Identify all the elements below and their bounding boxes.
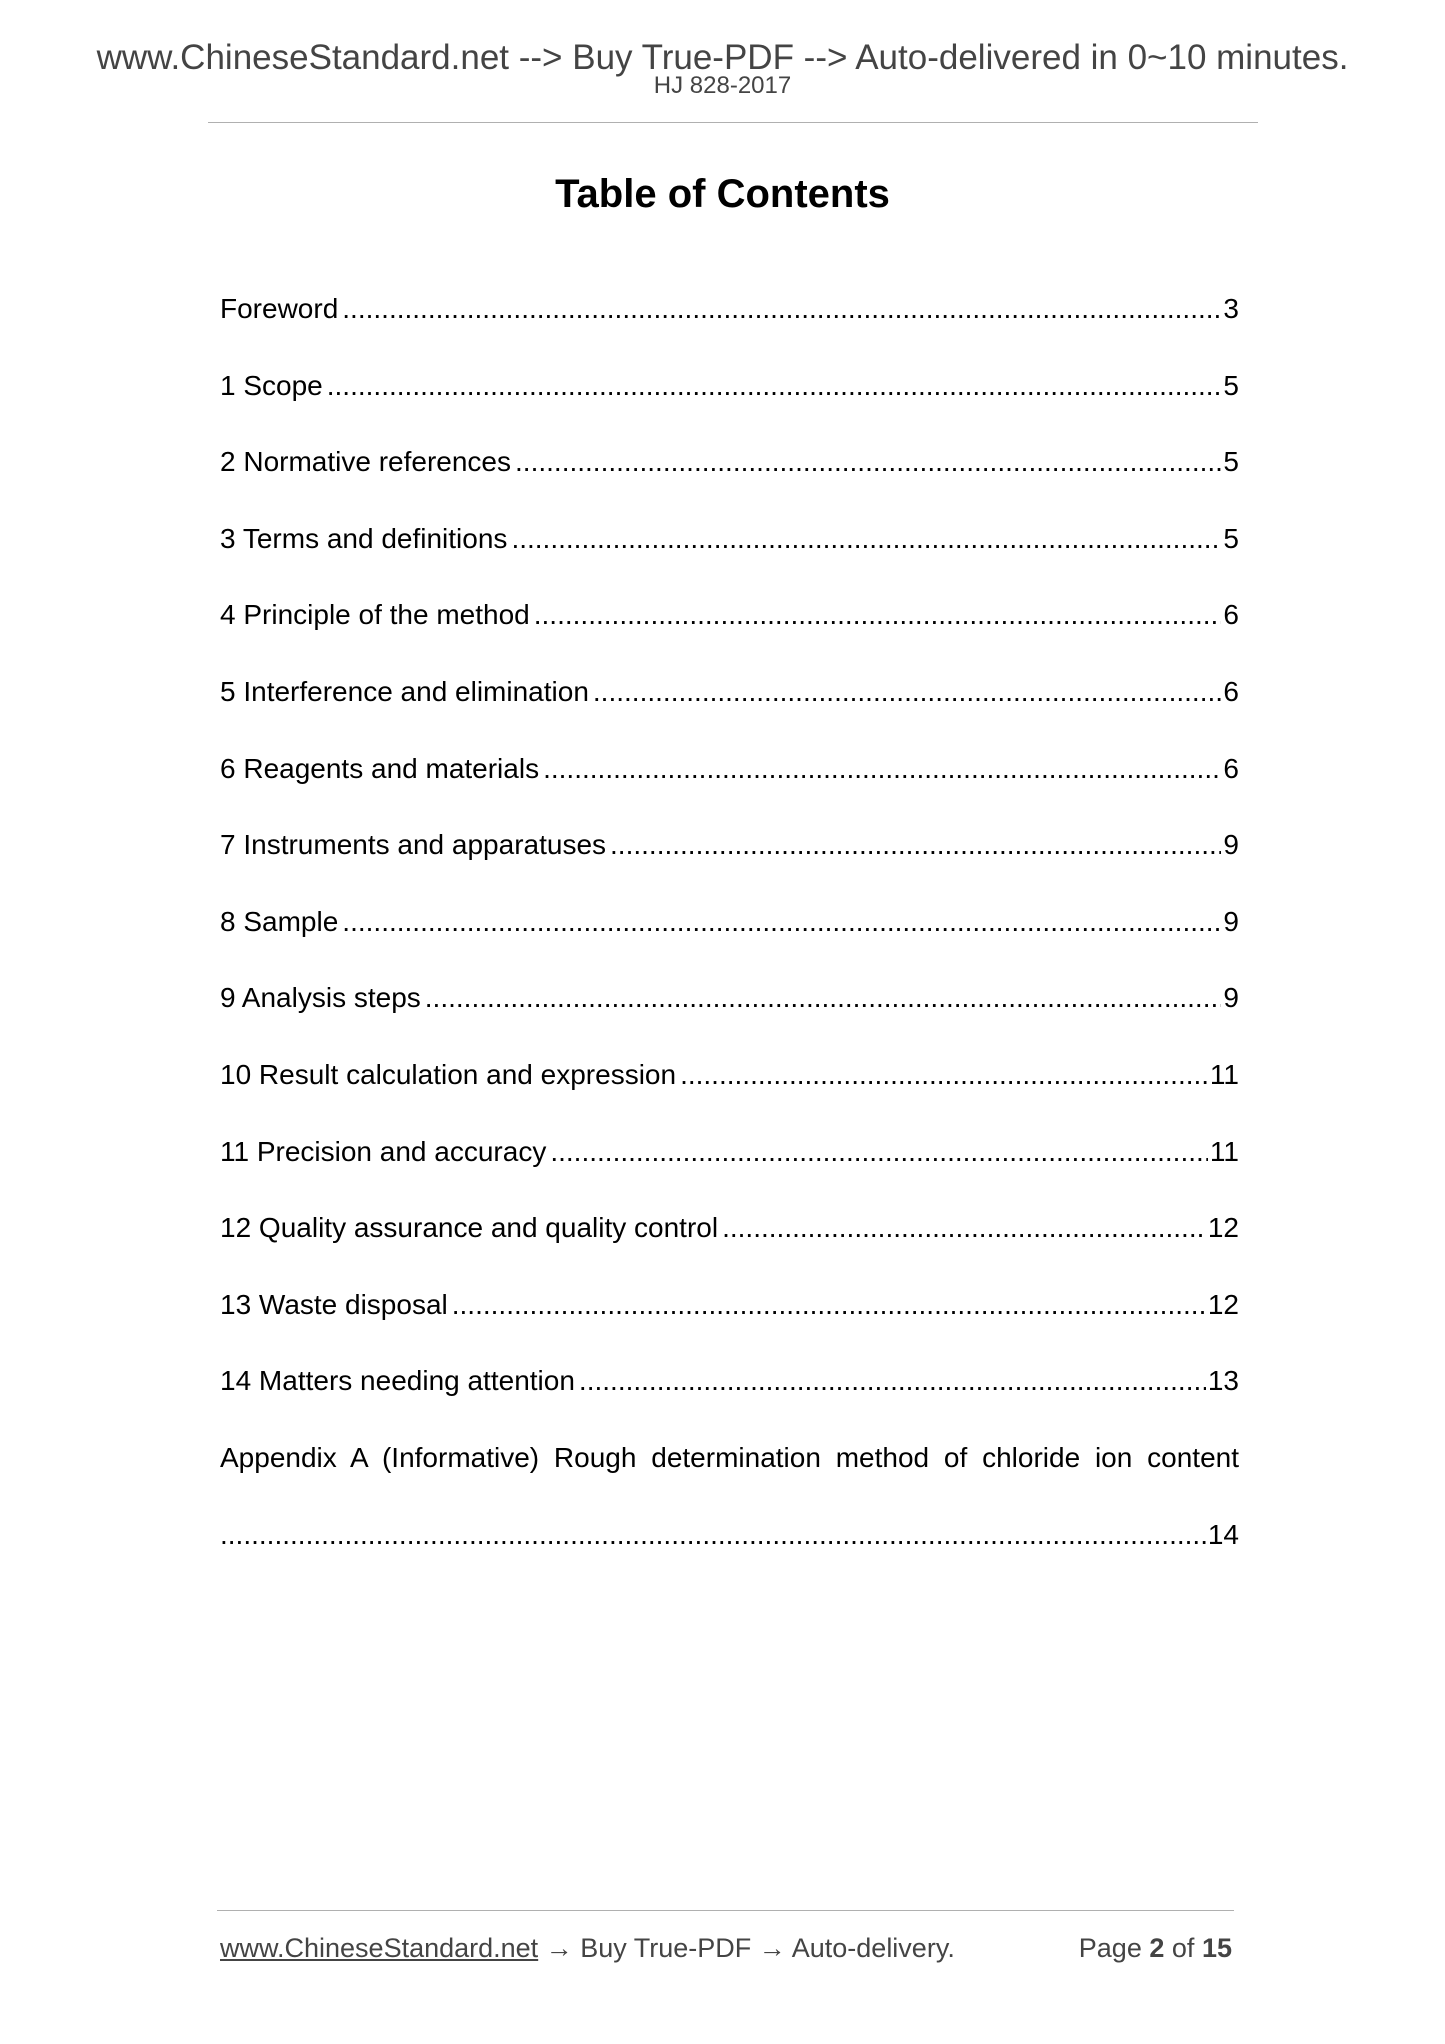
toc-dot-leader [425,978,1222,1018]
toc-page-number: 3 [1223,293,1239,324]
toc-entry-principle-of-method[interactable] [220,595,1239,672]
toc-page-number: 14 [1207,1518,1239,1550]
toc-dot-leader [452,1285,1206,1325]
page-indicator [1079,1930,1232,1966]
toc-dot-leader [342,902,1221,942]
toc-entry-label: 2 Normative references [220,446,512,478]
toc-entry-interference-and-elimination[interactable] [220,672,1239,749]
footer-promo-text: → Buy True-PDF → Auto-delivery. [538,1933,955,1963]
toc-dot-leader [593,672,1222,712]
toc-page-number: 12 [1207,1288,1239,1320]
toc-entry-label: 6 Reagents and materials [220,752,540,784]
toc-page-number: 9 [1223,982,1239,1014]
toc-entry-normative-references[interactable] [220,442,1239,519]
toc-entry-label: 10 Result calculation and expression [220,1058,677,1090]
toc-entry-label: 13 Waste disposal [220,1288,448,1320]
toc-page-number: 11 [1209,1135,1239,1167]
toc-entry-analysis-steps[interactable] [220,978,1239,1055]
toc-entry-label: 1 Scope [220,369,323,401]
toc-page-number: 9 [1223,905,1239,937]
toc-dot-leader [327,366,1222,406]
toc-dot-leader [534,595,1222,635]
document-code: HJ 828-2017 [653,72,792,99]
toc-entry-matters-needing-attention[interactable] [220,1361,1239,1438]
toc-entry-label: 12 Quality assurance and quality control [220,1212,719,1244]
toc-page-number: 6 [1223,752,1239,784]
table-of-contents [220,289,1239,1591]
toc-entry-label: Appendix A (Informative) Rough determination method of chloride ion content [220,1441,1239,1473]
top-banner: www.ChineseStandard.net --> Buy True-PDF --> Auto-delivered in 0~10 minutes. [96,38,1349,77]
toc-entry-label: 9 Analysis steps [220,982,421,1014]
toc-entry-precision-and-accuracy[interactable] [220,1132,1239,1209]
toc-entry-appendix-a-continuation[interactable] [220,1515,1239,1592]
toc-entry-appendix-a[interactable] [220,1438,1239,1515]
toc-page-number: 5 [1223,369,1239,401]
toc-page-number: 12 [1207,1212,1239,1244]
page-word: Page [1078,1933,1142,1963]
toc-page-number: 6 [1223,675,1239,707]
header-divider [208,122,1258,123]
toc-entry-waste-disposal[interactable] [220,1285,1239,1362]
footer-promo [220,1933,955,1963]
toc-page-number: 5 [1223,446,1239,478]
footer-site-link[interactable]: www.ChineseStandard.net [220,1933,539,1963]
footer-divider [217,1910,1234,1911]
page-title: Table of Contents [555,172,890,216]
toc-dot-leader [610,825,1221,865]
toc-dot-leader [722,1208,1206,1248]
toc-page-number: 13 [1207,1365,1239,1397]
toc-dot-leader [550,1132,1208,1172]
toc-dot-leader [543,749,1221,789]
toc-entry-sample[interactable] [220,902,1239,979]
toc-entry-foreword[interactable] [220,289,1239,366]
toc-entry-label: 8 Sample [220,905,339,937]
toc-page-number: 5 [1223,522,1239,554]
current-page-number: 2 [1149,1933,1165,1963]
page-footer [220,1930,1232,1966]
total-page-count: 15 [1201,1933,1232,1963]
toc-dot-leader [579,1361,1206,1401]
toc-entry-reagents-and-materials[interactable] [220,749,1239,826]
toc-page-number: 6 [1223,599,1239,631]
toc-page-number: 11 [1209,1058,1239,1090]
toc-entry-instruments-and-apparatuses[interactable] [220,825,1239,902]
toc-entry-quality-assurance[interactable] [220,1208,1239,1285]
toc-dot-leader [680,1055,1208,1095]
toc-entry-scope[interactable] [220,366,1239,443]
toc-entry-label: 4 Principle of the method [220,599,530,631]
toc-entry-label: 11 Precision and accuracy [220,1135,547,1167]
toc-page-number: 9 [1223,829,1239,861]
toc-dot-leader [511,519,1221,559]
toc-entry-label: 5 Interference and elimination [220,675,589,707]
toc-dot-leader [515,442,1221,482]
toc-entry-label: Foreword [220,293,339,324]
toc-entry-result-calculation[interactable] [220,1055,1239,1132]
toc-entry-label: 7 Instruments and apparatuses [220,829,607,861]
toc-entry-label: 14 Matters needing attention [220,1365,575,1397]
toc-dot-leader [220,1515,1206,1555]
toc-entry-label: 3 Terms and definitions [220,522,508,554]
toc-entry-terms-and-definitions[interactable] [220,519,1239,596]
toc-dot-leader [342,289,1221,329]
of-word: of [1171,1933,1195,1963]
